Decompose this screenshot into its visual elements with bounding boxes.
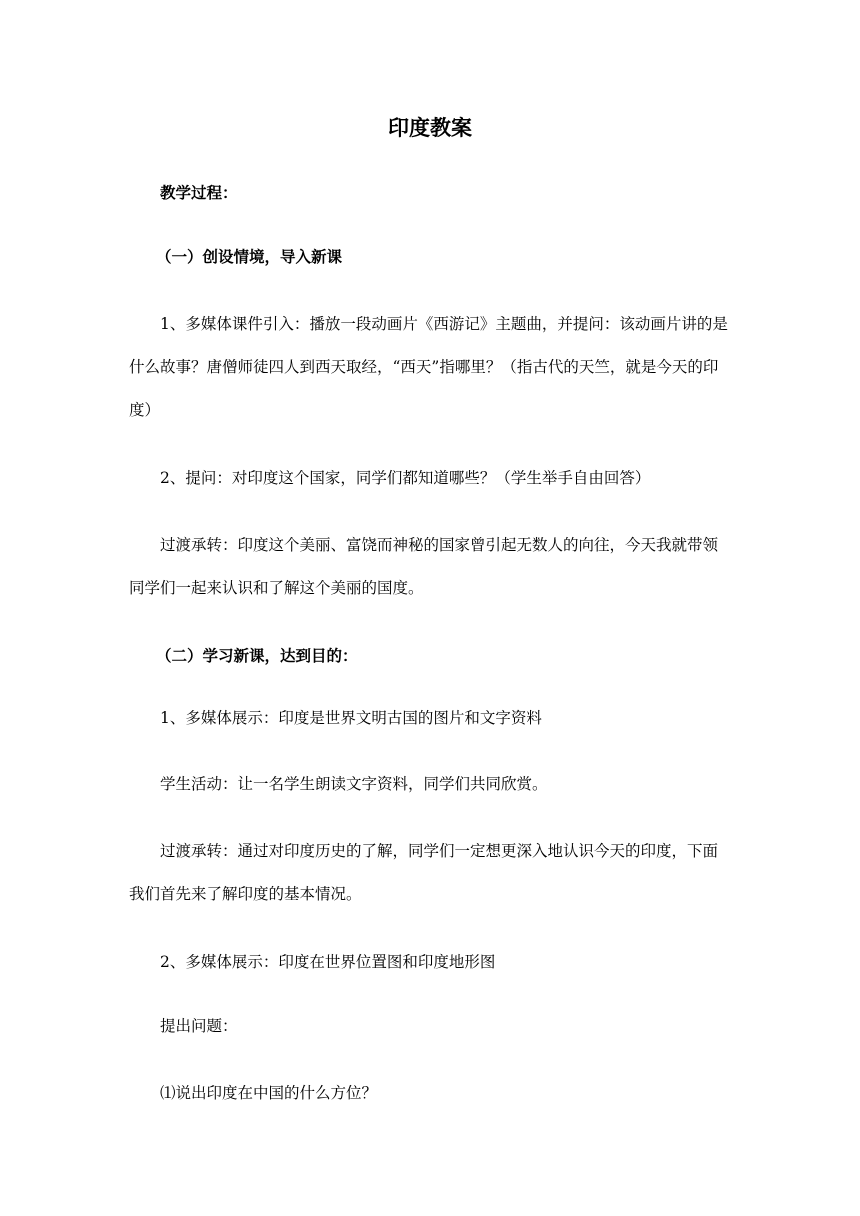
- section-label-teaching-process: 教学过程：: [160, 183, 238, 202]
- paragraph-question-1: ⑴说出印度在中国的什么方位？: [160, 1084, 378, 1102]
- paragraph-transition-1: 过渡承转：印度这个美丽、富饶而神秘的国家曾引起无数人的向往，今天我就带领同学们一起来认识和了解这个美丽的国度。: [129, 536, 719, 597]
- document-title: 印度教案: [388, 115, 472, 140]
- paragraph-question: 2、提问：对印度这个国家，同学们都知道哪些？（学生举手自由回答）: [160, 469, 651, 487]
- paragraph-student-activity: 学生活动：让一名学生朗读文字资料，同学们共同欣赏。: [160, 775, 548, 793]
- paragraph-multimedia-show-1: 1、多媒体展示：印度是世界文明古国的图片和文字资料: [160, 709, 542, 727]
- paragraph-raise-question: 提出问题：: [160, 1017, 238, 1035]
- paragraph-multimedia-show-2: 2、多媒体展示：印度在世界位置图和印度地形图: [160, 953, 496, 971]
- section-heading-2: （二）学习新课，达到目的：: [156, 646, 358, 665]
- paragraph-multimedia-intro: 1、多媒体课件引入：播放一段动画片《西游记》主题曲，并提问：该动画片讲的是什么故事？唐僧师徒四人到西天取经，“西天”指哪里？（指古代的天竺，就是今天的印度）: [129, 315, 728, 419]
- paragraph-transition-2: 过渡承转：通过对印度历史的了解，同学们一定想更深入地认识今天的印度，下面我们首先来了解印度的基本情况。: [129, 842, 719, 903]
- section-heading-1: （一）创设情境，导入新课: [156, 247, 343, 266]
